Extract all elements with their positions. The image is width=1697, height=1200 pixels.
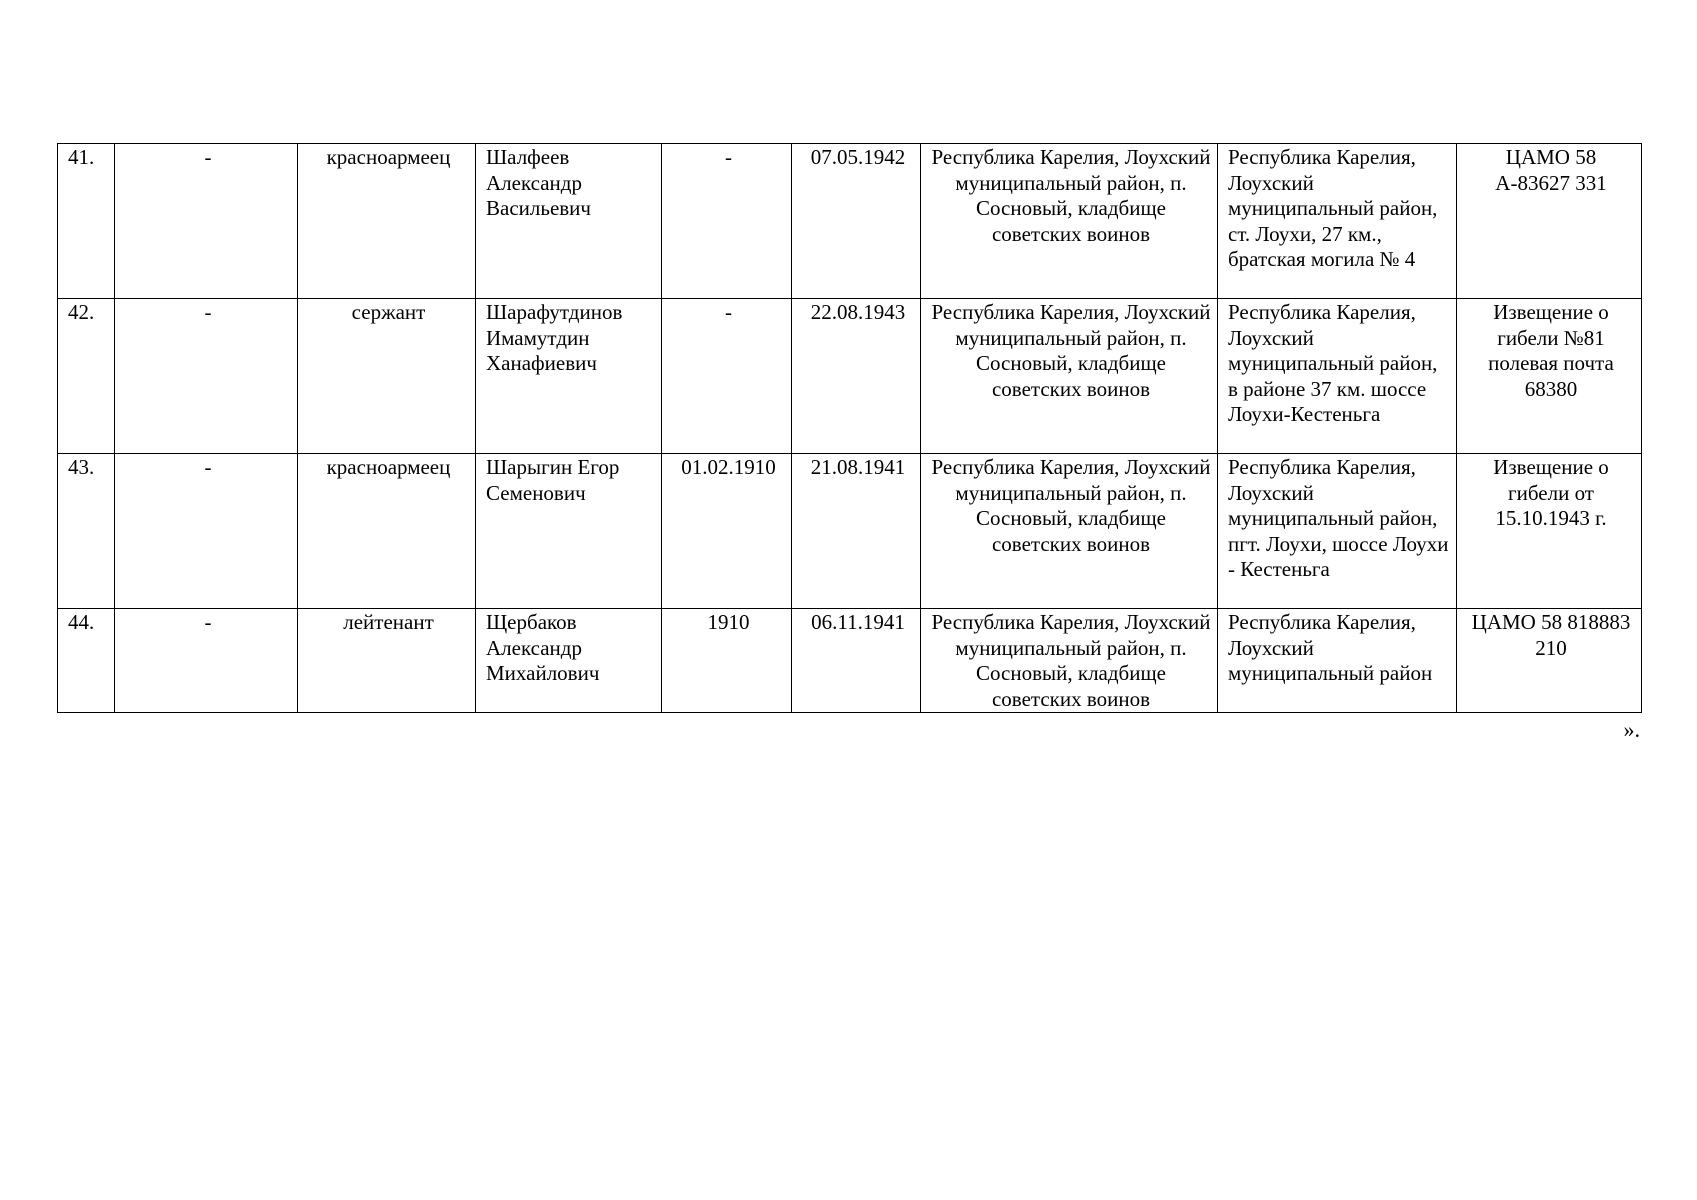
full-name: Шарыгин Егор Семенович (476, 454, 662, 609)
info-source: ЦАМО 58 818883 210 (1457, 609, 1642, 713)
original-burial-place: Республика Карелия, Лоухский муниципальный район, пгт. Лоухи, шоссе Лоухи - Кестеньга (1218, 454, 1457, 609)
full-name: Шарафутдинов Имамутдин Ханафиевич (476, 299, 662, 454)
original-burial-place: Республика Карелия, Лоухский муниципальный район (1218, 609, 1457, 713)
death-date: 22.08.1943 (792, 299, 921, 454)
empty-field: - (115, 144, 298, 299)
birth-date: 01.02.1910 (662, 454, 792, 609)
closing-quote-mark: ». (1623, 717, 1640, 742)
info-source: Извещение о гибели №81 полевая почта 68380 (1457, 299, 1642, 454)
death-date: 06.11.1941 (792, 609, 921, 713)
birth-date: - (662, 144, 792, 299)
death-date: 21.08.1941 (792, 454, 921, 609)
original-burial-place: Республика Карелия, Лоухский муниципальный район, ст. Лоухи, 27 км., братская могила № 4 (1218, 144, 1457, 299)
military-rank: красноармеец (298, 454, 476, 609)
burial-records-table (57, 143, 1642, 713)
table-row (58, 144, 1642, 299)
table-row (58, 454, 1642, 609)
row-number: 43. (58, 454, 115, 609)
row-number: 42. (58, 299, 115, 454)
empty-field: - (115, 454, 298, 609)
table-row (58, 609, 1642, 713)
full-name: Щербаков Александр Михайлович (476, 609, 662, 713)
current-burial-place: Республика Карелия, Лоухский муниципальный район, п. Сосновый, кладбище советских воинов (921, 144, 1218, 299)
original-burial-place: Республика Карелия, Лоухский муниципальный район, в районе 37 км. шоссе Лоухи-Кестеньга (1218, 299, 1457, 454)
full-name: Шалфеев Александр Васильевич (476, 144, 662, 299)
info-source: ЦАМО 58 А-83627 331 (1457, 144, 1642, 299)
current-burial-place: Республика Карелия, Лоухский муниципальный район, п. Сосновый, кладбище советских воинов (921, 299, 1218, 454)
military-rank: лейтенант (298, 609, 476, 713)
military-rank: красноармеец (298, 144, 476, 299)
military-rank: сержант (298, 299, 476, 454)
table-row (58, 299, 1642, 454)
death-date: 07.05.1942 (792, 144, 921, 299)
empty-field: - (115, 609, 298, 713)
current-burial-place: Республика Карелия, Лоухский муниципальный район, п. Сосновый, кладбище советских воинов (921, 609, 1218, 713)
row-number: 44. (58, 609, 115, 713)
birth-date: - (662, 299, 792, 454)
info-source: Извещение о гибели от 15.10.1943 г. (1457, 454, 1642, 609)
current-burial-place: Республика Карелия, Лоухский муниципальный район, п. Сосновый, кладбище советских воинов (921, 454, 1218, 609)
row-number: 41. (58, 144, 115, 299)
birth-date: 1910 (662, 609, 792, 713)
empty-field: - (115, 299, 298, 454)
